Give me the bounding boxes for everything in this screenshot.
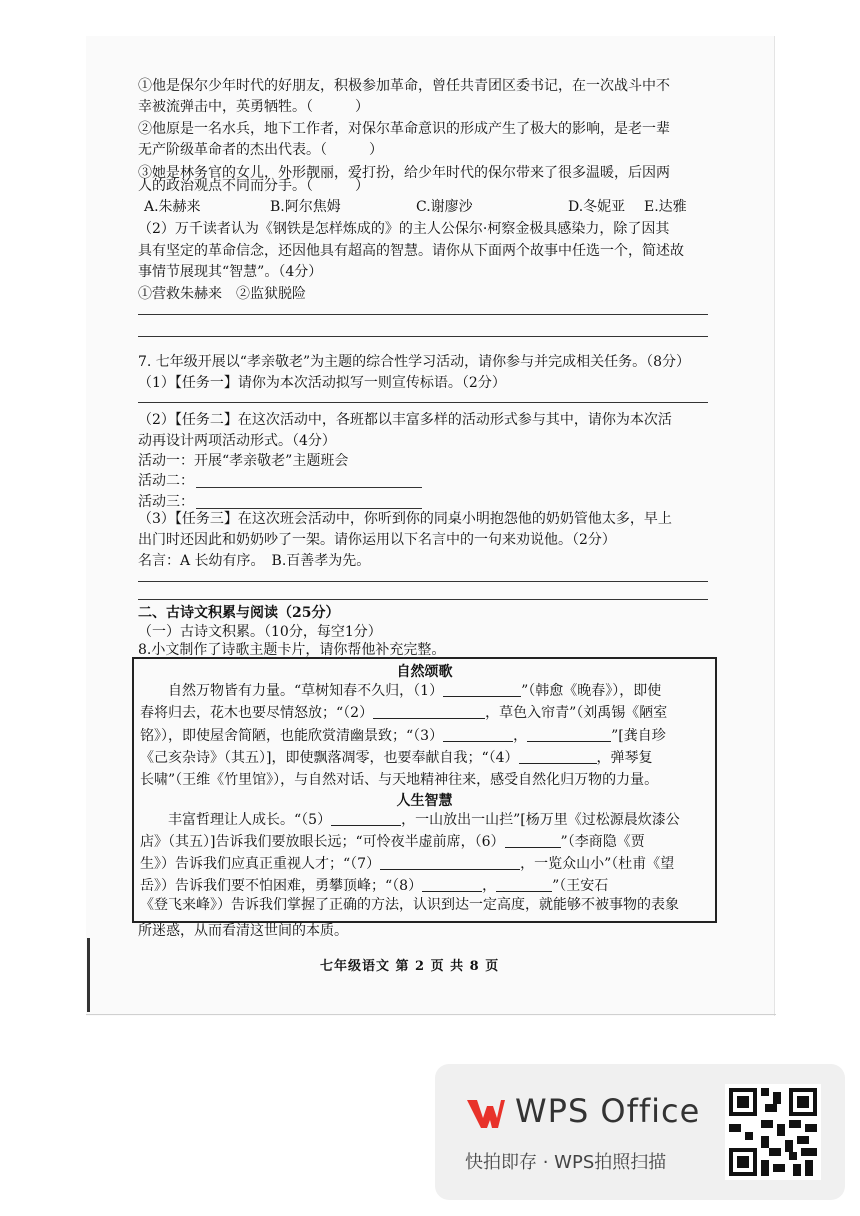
q7-quotes: 名言：A 长幼有序。 B.百善孝为先。: [138, 553, 371, 569]
q6-item1-line2: 幸被流弹击中，英勇牺牲。（ ）: [138, 99, 369, 115]
wps-tagline: 快拍即存 · WPS拍照扫描: [465, 1152, 667, 1173]
activity-2-label: 活动二：: [138, 473, 194, 489]
q7-task3-line1: （3）【任务三】在这次班会活动中，你听到你的同桌小明抱怨他的奶奶管他太多，早上: [138, 511, 672, 527]
page-footer: 七年级语文 第 2 页 共 8 页: [320, 959, 500, 974]
scan-edge-mark: [87, 938, 90, 1012]
q6-2-line1: （2）万千读者认为《钢铁是怎样炼成的》的主人公保尔·柯察金极具感染力，除了因其: [138, 221, 670, 237]
activity-3-label: 活动三：: [138, 494, 194, 510]
section2-sub: （一）古诗文积累。（10分，每空1分）: [138, 624, 382, 640]
q6-2-line2: 具有坚定的革命信念，还因他具有超高的智慧。请你从下面两个故事中任选一个，简述故: [138, 243, 684, 259]
card-p1-line2: 春将归去，花木也要尽情怒放；“（2） ，草色入帘青”（刘禹锡《陋室: [140, 705, 668, 721]
activity-1: 活动一：开展“孝亲敬老”主题班会: [138, 453, 349, 469]
wps-logo-icon: [465, 1098, 505, 1130]
wps-watermark: [435, 1064, 845, 1200]
card-p2-line6: 所迷惑，从而看清这世间的本质。: [138, 923, 348, 939]
card-p2-line1: 丰富哲理让人成长。“（5） ，一山放出一山拦”[杨万里《过松源晨炊漆公: [140, 812, 680, 828]
activity-2-blank: [196, 487, 422, 488]
q6-item3-line2: 人的政治观点不同而分手。（ ）: [138, 178, 369, 194]
option-e: E.达雅: [644, 199, 687, 215]
wps-brand: WPS Office: [515, 1092, 701, 1130]
q7-task2-line2: 动再设计两项活动形式。（4分）: [138, 433, 336, 449]
blank-7[interactable]: [380, 855, 520, 870]
q6-2-line3: 事情节展现其“智慧”。（4分）: [138, 264, 323, 280]
blank-2[interactable]: [373, 704, 485, 719]
answer-line: [138, 336, 708, 337]
option-b: B.阿尔焦姆: [270, 199, 341, 215]
section2-title: 二、古诗文积累与阅读（25分）: [138, 605, 340, 621]
q6-item1-line1: ①他是保尔少年时代的好朋友，积极参加革命，曾任共青团区委书记，在一次战斗中不: [138, 78, 670, 94]
answer-line: [138, 599, 708, 600]
q7-task2-line1: （2）【任务二】在这次活动中，各班都以丰富多样的活动形式参与其中，请你为本次活: [138, 412, 672, 428]
blank-3a[interactable]: [443, 727, 513, 742]
answer-line: [138, 581, 708, 582]
q6-item3-line1: ③她是林务官的女儿，外形靓丽，爱打扮，给少年时代的保尔带来了很多温暖，后因两: [138, 165, 670, 181]
q7-task3-line2: 出门时还因此和奶奶吵了一架。请你运用以下名言中的一句来劝说他。（2分）: [138, 532, 616, 548]
option-d: D.冬妮亚: [568, 199, 626, 215]
answer-line: [138, 314, 708, 315]
card-p2-line5: 《登飞来峰》）告诉我们掌握了正确的方法，认识到达一定高度，就能够不被事物的表象: [140, 897, 679, 913]
answer-line: [138, 402, 708, 403]
q8-stem: 8.小文制作了诗歌主题卡片，请你帮他补充完整。: [138, 642, 446, 658]
card-title-wisdom: 人生智慧: [396, 793, 453, 809]
card-p2-line2: 店》（其五）]告诉我们要放眼长远；“可怜夜半虚前席，（6） ”（李商隐《贾: [140, 834, 645, 850]
poem-card: [132, 657, 717, 923]
q6-item2-line2: 无产阶级革命者的杰出代表。（ ）: [138, 142, 383, 158]
qr-code-icon[interactable]: [725, 1084, 821, 1180]
card-p1-line3: 铭》），即使屋舍简陋，也能欣赏清幽景致；“（3） ， ”[龚自珍: [140, 728, 666, 744]
card-p2-line4: 岳》）告诉我们要不怕困难，勇攀顶峰；“（8） ， ”（王安石: [140, 878, 609, 894]
page-edge: [86, 1014, 776, 1015]
card-p1-line1: 自然万物皆有力量。“草树知春不久归，（1） ”（韩愈《晚春》），即使: [140, 683, 662, 699]
q6-2-choices: ①营救朱赫来 ②监狱脱险: [138, 286, 306, 302]
option-c: C.谢廖沙: [416, 199, 473, 215]
card-title-nature: 自然颂歌: [396, 664, 453, 680]
card-p1-line4: 《己亥杂诗》（其五）]，即使飘落凋零，也要奉献自我；“（4） ，弹琴复: [140, 750, 653, 766]
q7-task1: （1）【任务一】请你为本次活动拟写一则宣传标语。（2分）: [138, 375, 506, 391]
q7-stem: 7. 七年级开展以“孝亲敬老”为主题的综合性学习活动，请你参与并完成相关任务。（8分）: [138, 354, 691, 370]
blank-8a[interactable]: [422, 877, 482, 892]
blank-5[interactable]: [331, 811, 401, 826]
card-p2-line3: 生》）告诉我们应真正重视人才；“（7） ，一览众山小”（杜甫《望: [140, 856, 675, 872]
q6-item2-line1: ②他原是一名水兵，地下工作者，对保尔革命意识的形成产生了极大的影响，是老一辈: [138, 121, 670, 137]
card-p1-line5: 长啸”（王维《竹里馆》），与自然对话、与天地精神往来，感受自然化归万物的力量。: [140, 772, 659, 788]
blank-8b[interactable]: [496, 877, 552, 892]
option-a: A.朱赫来: [144, 199, 201, 215]
blank-1[interactable]: [443, 682, 521, 697]
blank-3b[interactable]: [527, 727, 611, 742]
blank-6[interactable]: [505, 833, 561, 848]
blank-4[interactable]: [519, 749, 597, 764]
